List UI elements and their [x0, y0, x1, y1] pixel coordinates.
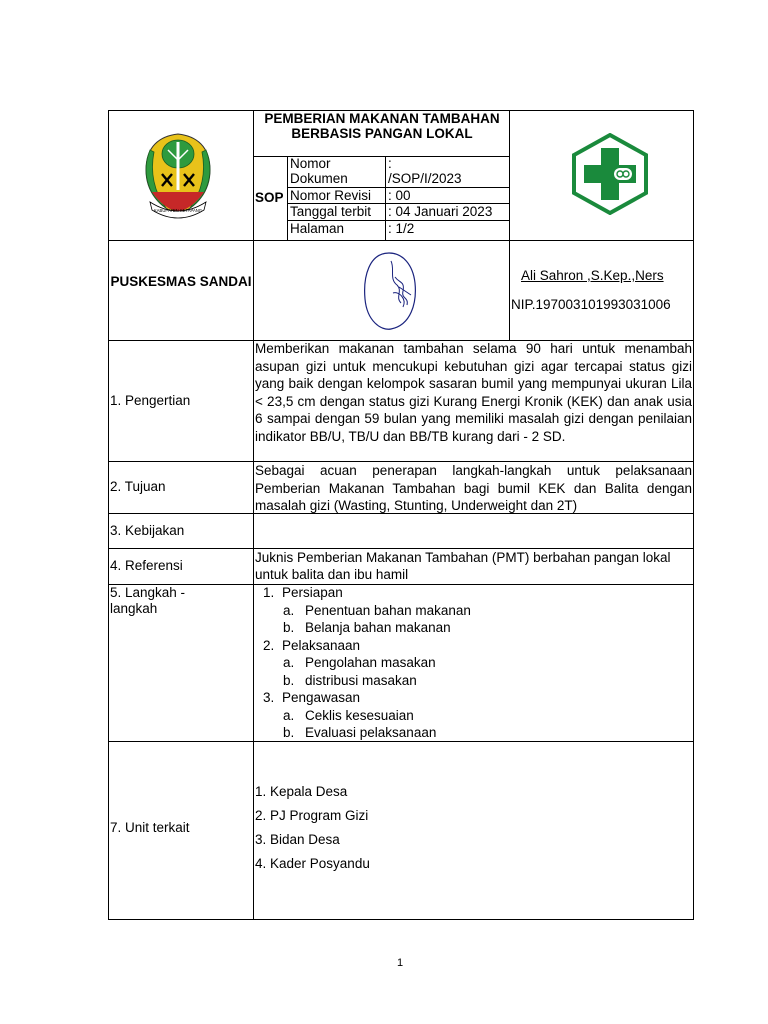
- signer-name: Ali Sahron ,S.Kep.,Ners: [521, 268, 664, 283]
- text-referensi: Juknis Pemberian Makanan Tambahan (PMT) berbahan pangan lokal untuk balita dan ibu hamil: [255, 550, 671, 582]
- divider: [385, 156, 386, 240]
- signature-icon: [355, 247, 425, 337]
- kemenkes-icon: [570, 133, 650, 215]
- issue-date-value: : 04 Januari 2023: [388, 204, 493, 219]
- list-item: 3. Bidan Desa: [255, 832, 340, 847]
- list-item: 1. Persiapan: [263, 585, 343, 600]
- list-item: b. Belanja bahan makanan: [283, 620, 451, 635]
- label-pengertian: 1. Pengertian: [110, 393, 191, 408]
- revision-label: Nomor Revisi: [290, 188, 372, 203]
- label-unit: 7. Unit terkait: [110, 820, 190, 835]
- signer-nip: NIP.197003101993031006: [511, 297, 671, 312]
- text-tujuan: Sebagai acuan penerapan langkah-langkah untuk pelaksanaan Pemberian Makanan Tambahan bagi bumil KEK dan Balita dengan masalah gizi (Wasting, Stunting, Underweight dan 2T): [255, 463, 692, 513]
- list-item: a. Ceklis kesesuaian: [283, 707, 414, 723]
- org-name: PUSKESMAS SANDAI: [110, 274, 252, 289]
- page-number: 1: [396, 957, 404, 969]
- regency-logo: [140, 130, 216, 220]
- divider: [509, 110, 510, 340]
- list-item: 2. Pelaksanaan: [263, 637, 361, 653]
- document-title: [256, 111, 508, 157]
- list-item: a. Pengolahan masakan: [283, 655, 436, 670]
- issue-date-label: Tanggal terbit: [290, 204, 372, 219]
- label-langkah: [110, 585, 185, 617]
- document-title-text: PEMBERIAN MAKANAN TAMBAHAN BERBASIS PANGAN LOKAL: [264, 111, 500, 141]
- list-item: 2. PJ Program Gizi: [255, 808, 369, 823]
- crest-ribbon-text: KABUPATEN KETAPANG: [153, 208, 203, 213]
- list-item: b. distribusi masakan: [283, 672, 417, 688]
- divider: [287, 156, 288, 240]
- divider: [108, 240, 694, 241]
- label-langkah-line2: langkah: [110, 601, 158, 616]
- list-item: 1. Kepala Desa: [255, 784, 348, 799]
- ministry-logo: [570, 133, 650, 215]
- langkah-list: [255, 584, 692, 742]
- revision-value: : 00: [388, 188, 411, 203]
- regency-crest-icon: [140, 130, 216, 220]
- unit-list: [255, 784, 370, 880]
- divider: [253, 110, 254, 920]
- label-kebijakan: 3. Kebijakan: [110, 523, 185, 538]
- doc-number-label: Nomor Dokumen: [290, 156, 348, 186]
- label-referensi: 4. Referensi: [110, 558, 183, 573]
- doc-number-value: : /SOP/I/2023: [388, 156, 462, 186]
- signature: [355, 247, 425, 337]
- page-value: : 1/2: [388, 221, 415, 236]
- label-langkah-line1: 5. Langkah -: [110, 585, 186, 600]
- list-item: a. Penentuan bahan makanan: [283, 602, 471, 618]
- text-pengertian: Memberikan makanan tambahan selama 90 hari untuk menambah asupan gizi untuk mencukupi kebutuhan gizi agar tercapai status gizi yang baik dengan kelompok sasaran bumil yang mempunyai ukuran Lila < 23,5 cm dengan status gizi Kurang Energi Kronik (KEK) dan anak usia 6 sampai dengan 59 bulan yang memiliki masalah gizi dengan penilaian indikator BB/U, TB/U dan BB/TB kurang dari - 2 SD.: [255, 341, 692, 444]
- sop-label: SOP: [255, 190, 284, 205]
- page-label: Halaman: [290, 221, 345, 236]
- label-tujuan: 2. Tujuan: [110, 479, 166, 494]
- list-item: 3. Pengawasan: [263, 690, 361, 705]
- list-item: b. Evaluasi pelaksanaan: [283, 725, 437, 740]
- list-item: 4. Kader Posyandu: [255, 856, 370, 871]
